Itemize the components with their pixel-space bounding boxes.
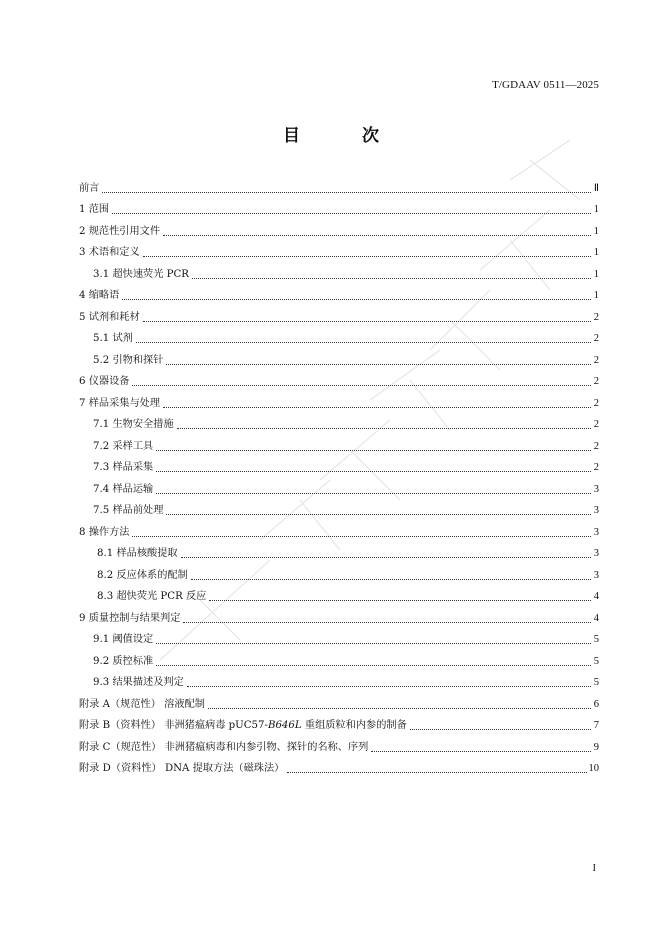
toc-entry[interactable] [79,411,599,433]
toc-entry-page: 1 [593,290,599,301]
toc-entry[interactable] [79,561,599,583]
toc-entry[interactable] [79,712,599,734]
toc-entry-label: 9 质量控制与结果判定 [79,612,181,624]
toc-entry-page: 1 [593,204,599,215]
toc-entry-page: 2 [593,333,599,344]
toc-entry-page: 2 [593,311,599,323]
dot-leader [156,657,591,666]
toc-entry[interactable] [79,217,599,239]
toc-entry-page: 4 [593,591,599,602]
toc-entry-label: 4 缩略语 [79,290,120,301]
dot-leader [209,592,591,601]
dot-leader [132,377,591,386]
toc-entry-label: 9.3 结果描述及判定 [93,677,184,688]
toc-entry[interactable] [79,604,599,626]
toc-entry[interactable] [79,454,599,476]
toc-entry-label: 9.1 阈值设定 [93,634,154,645]
toc-entry-page: 2 [593,354,599,366]
toc-entry-label: 9.2 质控标准 [93,655,154,667]
toc-entry[interactable] [79,368,599,390]
dot-leader [156,442,591,451]
document-code: T/GDAAV 0511—2025 [492,79,599,91]
toc-entry-page: 3 [593,483,599,495]
dot-leader [191,571,591,580]
toc-entry[interactable] [79,669,599,691]
toc-entry[interactable] [79,239,599,261]
toc-entry-label: 8.3 超快荧光 PCR 反应 [97,591,207,602]
toc-entry[interactable] [79,174,599,196]
toc-entry[interactable] [79,647,599,669]
toc-entry-label: 前言 [79,182,100,194]
toc-entry-label: 5.1 试剂 [93,333,133,344]
dot-leader [143,248,591,257]
dot-leader [112,205,591,214]
toc-entry-label: 8 操作方法 [79,526,130,538]
toc-entry[interactable] [79,325,599,347]
toc-entry[interactable] [79,540,599,562]
dot-leader [208,700,591,709]
dot-leader [102,184,591,193]
dot-leader [163,227,591,236]
toc-entry-page: 3 [593,548,599,559]
toc-entry-label: 1 范围 [79,204,110,215]
dot-leader [122,291,591,300]
toc-entry[interactable] [79,755,599,777]
toc-entry-label: 3.1 超快速荧光 PCR [93,268,189,280]
toc-entry-page: Ⅱ [593,182,599,194]
toc-entry-label: 5.2 引物和探针 [93,354,164,366]
toc-entry-page: 2 [593,440,599,452]
page-number: I [592,863,596,874]
toc-entry-page: 2 [593,462,599,473]
dot-leader [183,614,591,623]
page-title: 目 次 [283,126,407,146]
toc-entry-label: 附录 D（资料性） DNA 提取方法（磁珠法） [79,763,285,774]
toc-entry-label: 附录 A（规范性） 溶液配制 [79,698,205,710]
dot-leader [371,743,591,752]
toc-entry[interactable] [79,346,599,368]
toc-entry-page: 2 [593,419,599,430]
toc-entry-page: 6 [593,698,599,710]
dot-leader [187,678,591,687]
toc-entry-page: 5 [593,677,599,688]
toc-entry[interactable] [79,583,599,605]
dot-leader [156,485,591,494]
toc-entry-label: 5 试剂和耗材 [79,311,140,323]
toc-entry[interactable] [79,690,599,712]
toc-entry-page: 5 [593,655,599,667]
toc-entry-page: 7 [593,720,599,731]
toc-entry-page: 1 [593,247,599,258]
toc-entry-page: 1 [593,268,599,280]
toc-entry[interactable] [79,389,599,411]
toc-entry-page: 3 [593,569,599,581]
dot-leader [166,506,591,515]
dot-leader [181,549,591,558]
toc-entry[interactable] [79,518,599,540]
toc-entry-label: 附录 B（资料性） 非洲猪瘟病毒 pUC57-B646L 重组质粒和内参的制备 [79,720,407,731]
dot-leader [166,356,591,365]
toc-entry[interactable] [79,475,599,497]
toc-entry[interactable] [79,733,599,755]
toc-entry-page: 3 [593,526,599,538]
dot-leader [410,721,591,730]
toc-entry-page: 4 [593,612,599,624]
toc-entry[interactable] [79,497,599,519]
toc-entry-page: 2 [593,397,599,409]
toc-entry[interactable] [79,260,599,282]
toc-entry[interactable] [79,432,599,454]
dot-leader [163,399,591,408]
toc-entry-label: 7.3 样品采集 [93,462,154,473]
toc-entry-label: 7.5 样品前处理 [93,505,164,516]
toc-entry[interactable] [79,626,599,648]
toc-entry-label: 8.1 样品核酸提取 [97,548,178,559]
dot-leader [132,528,591,537]
dot-leader [136,334,591,343]
toc-entry[interactable] [79,282,599,304]
dot-leader [192,270,591,279]
toc-entry-label: 6 仪器设备 [79,376,130,387]
toc-entry[interactable] [79,196,599,218]
table-of-contents [79,174,599,776]
toc-entry-page: 3 [593,505,599,516]
toc-entry-label: 附录 C（规范性） 非洲猪瘟病毒和内参引物、探针的名称、序列 [79,741,369,753]
toc-entry-label: 7.4 样品运输 [93,483,154,495]
dot-leader [177,420,591,429]
toc-entry-label: 7 样品采集与处理 [79,397,161,409]
toc-entry-label: 8.2 反应体系的配制 [97,569,188,581]
dot-leader [156,635,591,644]
toc-entry-page: 5 [593,634,599,645]
toc-entry-page: 9 [593,741,599,753]
toc-entry[interactable] [79,303,599,325]
toc-entry-label: 7.1 生物安全措施 [93,419,174,430]
toc-entry-page: 10 [588,763,599,774]
dot-leader [143,313,591,322]
toc-entry-page: 1 [593,225,599,237]
toc-entry-page: 2 [593,376,599,387]
dot-leader [287,764,586,773]
toc-entry-label: 7.2 采样工具 [93,440,154,452]
dot-leader [156,463,591,472]
toc-entry-label: 3 术语和定义 [79,247,140,258]
toc-entry-label: 2 规范性引用文件 [79,225,161,237]
